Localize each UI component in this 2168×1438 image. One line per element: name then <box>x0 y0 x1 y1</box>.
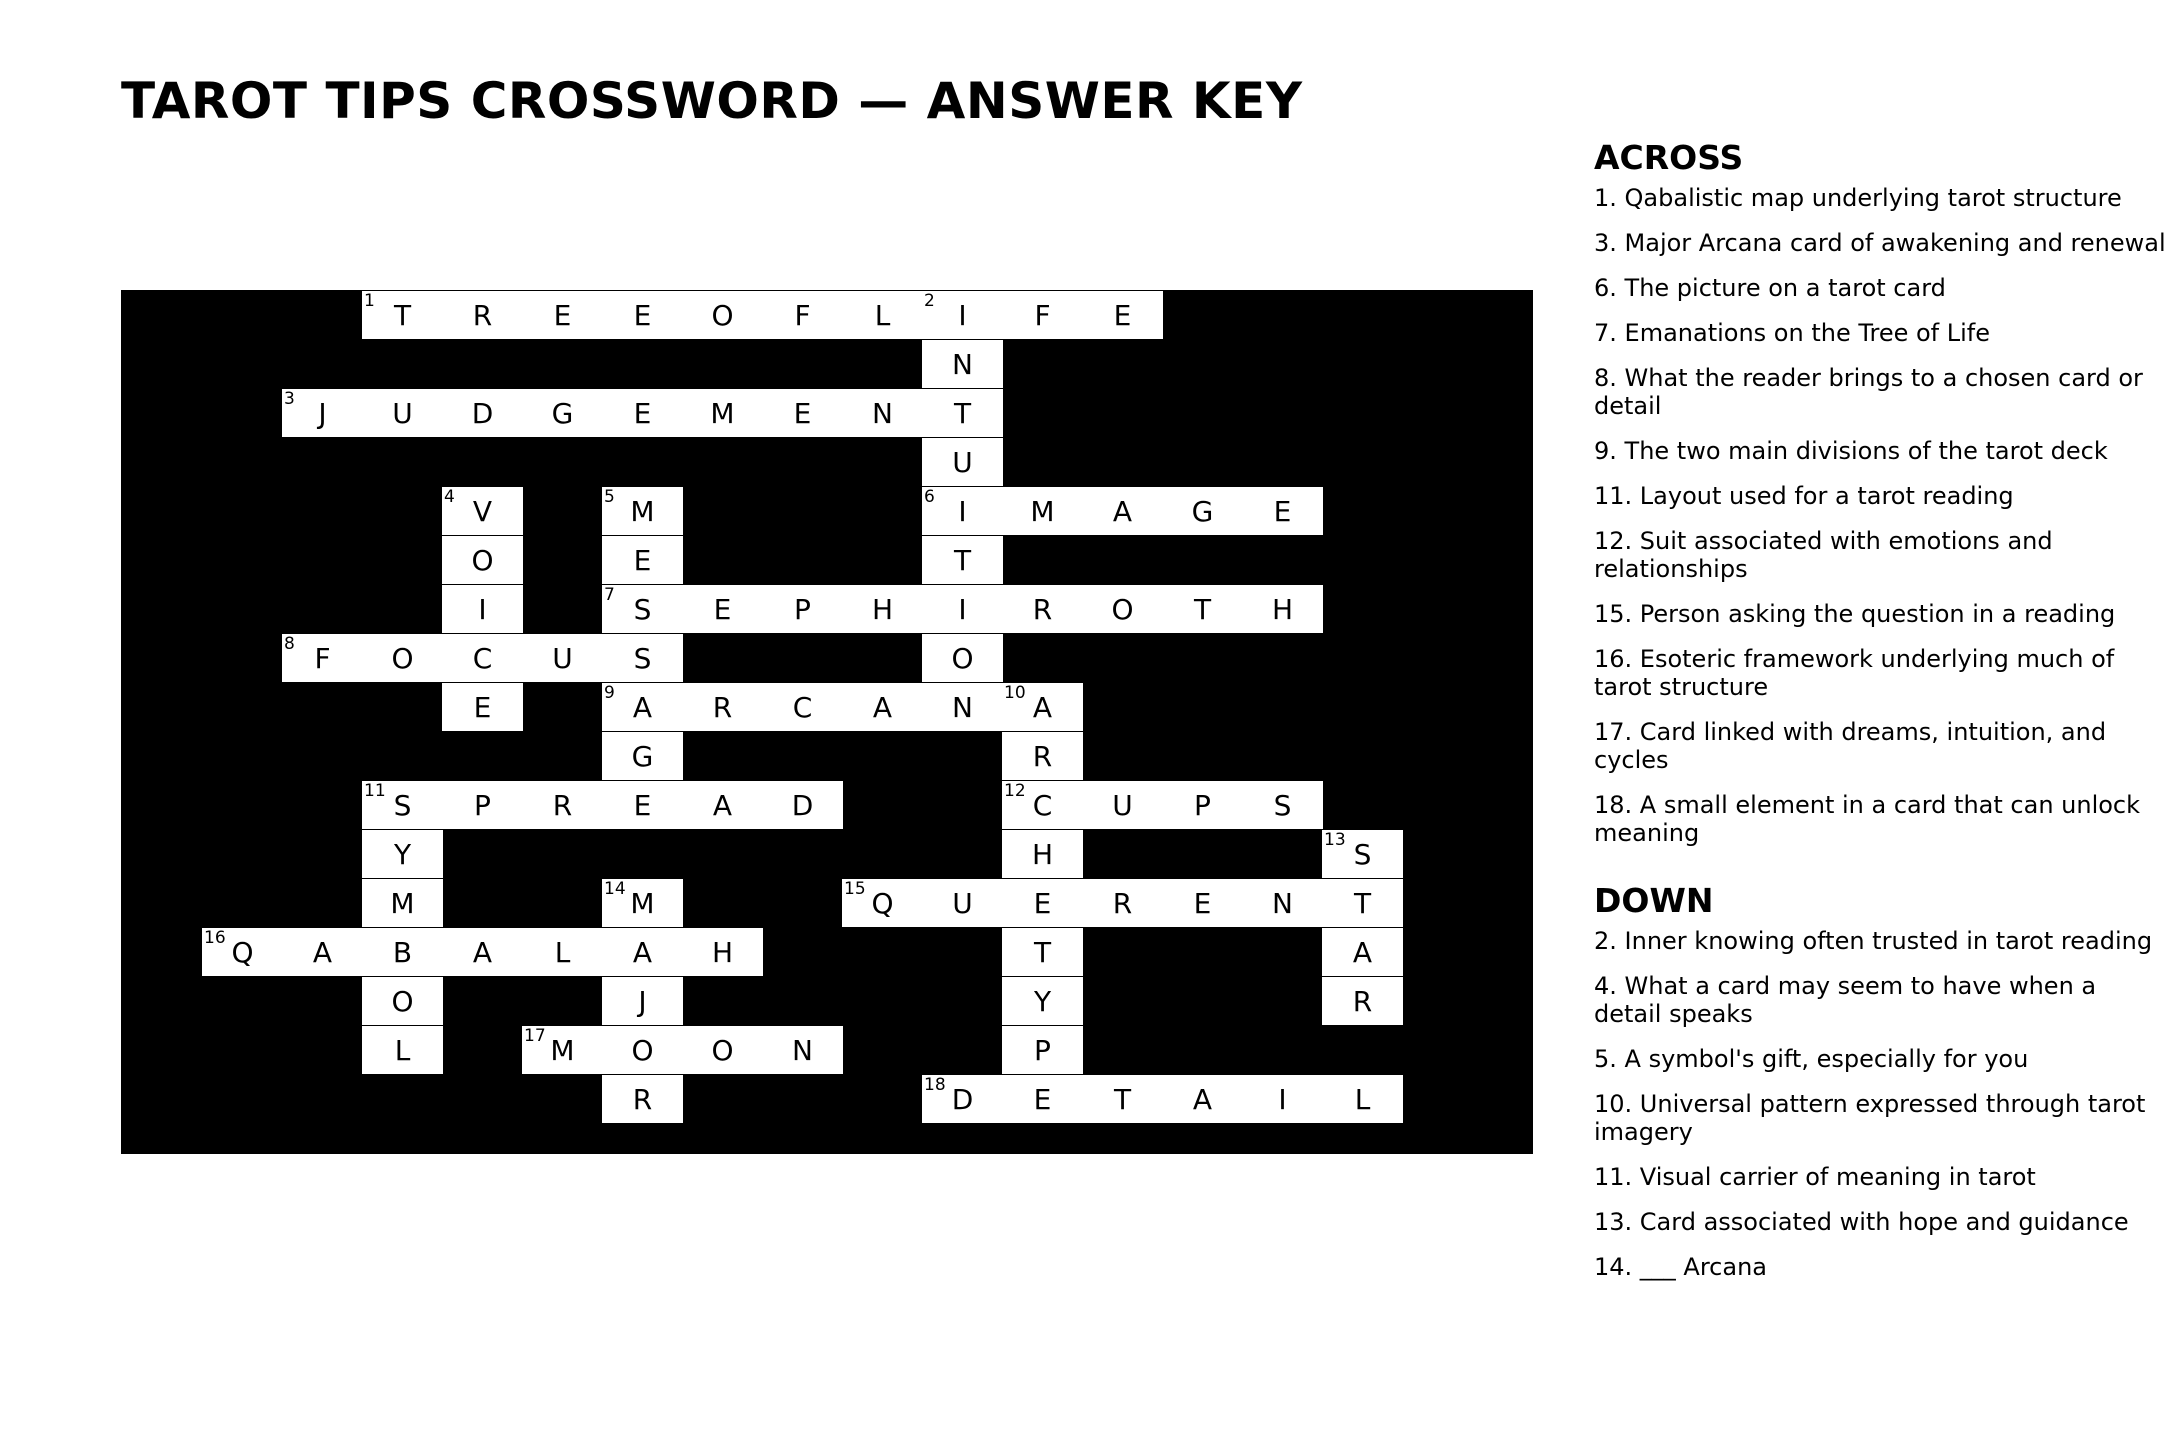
cell-letter: E <box>1273 494 1292 528</box>
cell-letter: E <box>633 788 652 822</box>
cell-letter: G <box>1191 494 1214 528</box>
grid-cell <box>1322 928 1403 976</box>
grid-cell <box>842 291 923 339</box>
grid-cell <box>1002 977 1083 1025</box>
down-clue: 10. Universal pattern expressed through tarot imagery <box>1594 1090 2146 1146</box>
grid-cell <box>1002 683 1083 731</box>
grid-cell <box>682 928 763 976</box>
grid-cell <box>1322 977 1403 1025</box>
down-heading: DOWN <box>1594 881 1714 920</box>
clue-number: 12 <box>1004 781 1026 801</box>
grid-cell <box>762 585 843 633</box>
cell-letter: A <box>1192 1082 1213 1116</box>
grid-cell <box>442 928 523 976</box>
across-clue: 11. Layout used for a tarot reading <box>1594 482 2014 510</box>
grid-cell <box>1002 585 1083 633</box>
grid-cell <box>362 389 443 437</box>
cell-letter: O <box>391 984 414 1018</box>
cell-letter: E <box>553 298 572 332</box>
across-clue: 15. Person asking the question in a reading <box>1594 600 2116 628</box>
cell-letter: O <box>471 543 494 577</box>
clue-number: 13 <box>1324 830 1346 850</box>
cell-letter: E <box>713 592 732 626</box>
cell-letter: M <box>630 494 655 528</box>
grid-cell <box>522 1026 603 1074</box>
grid-cell <box>842 585 923 633</box>
grid-cell <box>362 879 443 927</box>
cell-letter: D <box>791 788 814 822</box>
cell-letter: D <box>471 396 494 430</box>
cell-letter: N <box>872 396 893 430</box>
cell-letter: A <box>1352 935 1373 969</box>
cell-letter: I <box>478 592 487 626</box>
down-clue: 5. A symbol's gift, especially for you <box>1594 1045 2029 1073</box>
grid-cell <box>1002 732 1083 780</box>
grid-cell <box>1242 781 1323 829</box>
grid-cell <box>1322 879 1403 927</box>
cell-letter: N <box>792 1033 813 1067</box>
grid-cell <box>1082 879 1163 927</box>
cell-letter: E <box>1033 886 1052 920</box>
cell-letter: N <box>1272 886 1293 920</box>
cell-letter: R <box>1112 886 1133 920</box>
cell-letter: J <box>638 984 647 1018</box>
grid-cell <box>602 389 683 437</box>
grid-cell <box>682 1026 763 1074</box>
grid-cell <box>362 830 443 878</box>
grid-cell <box>682 781 763 829</box>
across-clue: 1. Qabalistic map underlying tarot structure <box>1594 184 2122 212</box>
grid-cell <box>282 389 363 437</box>
grid-cell <box>842 683 923 731</box>
clue-number: 11 <box>364 781 386 801</box>
grid-cell <box>602 683 683 731</box>
grid-cell <box>1162 879 1243 927</box>
grid-cell <box>362 977 443 1025</box>
clue-number: 3 <box>284 389 295 409</box>
grid-cell <box>1242 879 1323 927</box>
grid-cell <box>922 487 1003 535</box>
grid-cell <box>1082 1075 1163 1123</box>
grid-cell <box>362 781 443 829</box>
cell-letter: U <box>1112 788 1133 822</box>
page-title: TAROT TIPS CROSSWORD — ANSWER KEY <box>121 72 1303 130</box>
cell-letter: R <box>472 298 493 332</box>
across-clue-list <box>1594 184 2168 847</box>
cell-letter: E <box>473 690 492 724</box>
cell-letter: G <box>631 739 654 773</box>
grid-cell <box>922 389 1003 437</box>
cell-letter: E <box>1193 886 1212 920</box>
grid-cell <box>922 634 1003 682</box>
cell-letter: E <box>1033 1082 1052 1116</box>
grid-cell <box>1082 487 1163 535</box>
down-clue: 11. Visual carrier of meaning in tarot <box>1594 1163 2036 1191</box>
grid-cell <box>202 928 283 976</box>
grid-cell <box>922 438 1003 486</box>
clue-number: 16 <box>204 928 226 948</box>
cell-letter: S <box>633 592 652 626</box>
grid-cell <box>602 1026 683 1074</box>
cell-letter: O <box>951 641 974 675</box>
across-clue: 7. Emanations on the Tree of Life <box>1594 319 1990 347</box>
grid-cell <box>1242 1075 1323 1123</box>
clue-number: 6 <box>924 487 935 507</box>
grid-cell <box>522 781 603 829</box>
grid-cell <box>602 487 683 535</box>
cell-letter: L <box>874 298 891 332</box>
cell-letter: O <box>711 1033 734 1067</box>
grid-cell <box>442 585 523 633</box>
down-clue: 4. What a card may seem to have when a detail speaks <box>1594 972 2097 1028</box>
across-clue: 16. Esoteric framework underlying much of tarot structure <box>1594 645 2115 701</box>
cell-letter: P <box>474 788 491 822</box>
crossword-grid <box>121 290 1533 1154</box>
cell-letter: I <box>958 298 967 332</box>
grid-cell <box>1162 585 1243 633</box>
cell-letter: L <box>1354 1082 1371 1116</box>
grid-cell <box>922 1075 1003 1123</box>
clue-number: 9 <box>604 683 615 703</box>
cell-letter: A <box>712 788 733 822</box>
clue-number: 17 <box>524 1026 546 1046</box>
cell-letter: E <box>633 396 652 430</box>
across-clue: 6. The picture on a tarot card <box>1594 274 1946 302</box>
grid-cell <box>1082 781 1163 829</box>
cell-letter: O <box>711 298 734 332</box>
cell-letter: C <box>792 690 813 724</box>
cell-letter: F <box>1034 298 1051 332</box>
cell-letter: A <box>472 935 493 969</box>
grid-cell <box>602 1075 683 1123</box>
down-clue: 14. ___ Arcana <box>1594 1253 1768 1281</box>
cell-letter: H <box>711 935 734 969</box>
grid-cell <box>1082 291 1163 339</box>
grid-cell <box>522 634 603 682</box>
cell-letter: L <box>394 1033 411 1067</box>
grid-cell <box>1162 487 1243 535</box>
cell-letter: P <box>1034 1033 1051 1067</box>
down-clue: 2. Inner knowing often trusted in tarot reading <box>1594 927 2153 955</box>
cell-letter: Y <box>393 837 412 871</box>
grid-cell <box>1322 1075 1403 1123</box>
clue-number: 4 <box>444 487 455 507</box>
cell-letter: A <box>1032 690 1053 724</box>
cell-letter: M <box>390 886 415 920</box>
grid-cell <box>1002 879 1083 927</box>
grid-cell <box>442 634 523 682</box>
grid-cell <box>602 732 683 780</box>
grid-cell <box>602 585 683 633</box>
clue-number: 1 <box>364 291 375 311</box>
cell-letter: E <box>633 298 652 332</box>
grid-cell <box>282 928 363 976</box>
cell-letter: R <box>712 690 733 724</box>
across-clue: 8. What the reader brings to a chosen card or detail <box>1594 364 2143 420</box>
grid-cell <box>602 879 683 927</box>
grid-cell <box>1002 1026 1083 1074</box>
cell-letter: R <box>1352 984 1373 1018</box>
grid-cell <box>602 536 683 584</box>
cell-letter: A <box>1112 494 1133 528</box>
grid-cell <box>1242 487 1323 535</box>
cell-letter: P <box>1194 788 1211 822</box>
cell-letter: T <box>953 396 972 430</box>
cell-letter: G <box>551 396 574 430</box>
cell-letter: M <box>550 1033 575 1067</box>
cell-letter: T <box>1353 886 1372 920</box>
grid-cell <box>842 389 923 437</box>
cell-letter: C <box>1032 788 1053 822</box>
grid-cell <box>522 928 603 976</box>
down-clue-list <box>1594 927 2168 1281</box>
cell-letter: A <box>632 935 653 969</box>
grid-cell <box>442 683 523 731</box>
cell-letter: O <box>631 1033 654 1067</box>
grid-cell <box>1002 487 1083 535</box>
grid-cell <box>762 683 843 731</box>
cell-letter: E <box>1113 298 1132 332</box>
clue-number: 10 <box>1004 683 1026 703</box>
cell-letter: R <box>552 788 573 822</box>
grid-cell <box>922 585 1003 633</box>
grid-cell <box>682 389 763 437</box>
cell-letter: A <box>632 690 653 724</box>
cell-letter: R <box>632 1082 653 1116</box>
grid-cell <box>922 291 1003 339</box>
grid-cell <box>1242 585 1323 633</box>
grid-cell <box>362 1026 443 1074</box>
grid-cell <box>442 291 523 339</box>
grid-cell <box>1002 1075 1083 1123</box>
cell-letter: V <box>472 494 493 528</box>
grid-cell <box>1002 781 1083 829</box>
across-clue: 18. A small element in a card that can unlock meaning <box>1594 791 2141 847</box>
grid-cell <box>602 977 683 1025</box>
cell-letter: H <box>871 592 894 626</box>
cell-letter: J <box>318 396 327 430</box>
cell-letter: S <box>1273 788 1292 822</box>
across-heading: ACROSS <box>1594 138 1744 177</box>
cell-letter: U <box>952 886 973 920</box>
grid-cell <box>1082 585 1163 633</box>
grid-cell <box>682 585 763 633</box>
grid-cell <box>1002 928 1083 976</box>
cell-letter: T <box>1033 935 1052 969</box>
cell-letter: H <box>1031 837 1054 871</box>
clue-number: 18 <box>924 1075 946 1095</box>
grid-cell <box>922 879 1003 927</box>
grid-cell <box>362 634 443 682</box>
cell-letter: T <box>1193 592 1212 626</box>
grid-cell <box>1162 1075 1243 1123</box>
cell-letter: U <box>552 641 573 675</box>
across-clue: 9. The two main divisions of the tarot deck <box>1594 437 2108 465</box>
grid-cell <box>522 389 603 437</box>
cell-letter: C <box>472 641 493 675</box>
cell-letter: Y <box>1033 984 1052 1018</box>
grid-cell <box>762 781 843 829</box>
clue-number: 8 <box>284 634 295 654</box>
grid-cell <box>1002 291 1083 339</box>
clue-number: 14 <box>604 879 626 899</box>
grid-cell <box>442 487 523 535</box>
clue-number: 7 <box>604 585 615 605</box>
cell-letter: Q <box>231 935 254 969</box>
cell-letter: U <box>952 445 973 479</box>
grid-cell <box>1002 830 1083 878</box>
cell-letter: S <box>633 641 652 675</box>
cell-letter: P <box>794 592 811 626</box>
grid-cell <box>602 928 683 976</box>
grid-cell <box>762 389 843 437</box>
grid-cell <box>602 634 683 682</box>
cell-letter: O <box>391 641 414 675</box>
cell-letter: R <box>1032 739 1053 773</box>
cell-letter: F <box>314 641 331 675</box>
grid-cell <box>442 389 523 437</box>
grid-cell <box>362 928 443 976</box>
grid-cell <box>442 536 523 584</box>
cell-letter: N <box>952 347 973 381</box>
cell-letter: M <box>630 886 655 920</box>
clue-number: 15 <box>844 879 866 899</box>
grid-cell <box>842 879 923 927</box>
cell-letter: M <box>1030 494 1055 528</box>
across-clue: 3. Major Arcana card of awakening and renewal <box>1594 229 2166 257</box>
cell-letter: D <box>951 1082 974 1116</box>
clue-number: 2 <box>924 291 935 311</box>
cell-letter: B <box>392 935 413 969</box>
cell-letter: E <box>633 543 652 577</box>
cell-letter: I <box>958 592 967 626</box>
cell-letter: I <box>958 494 967 528</box>
cell-letter: L <box>554 935 571 969</box>
grid-cell <box>922 683 1003 731</box>
grid-cell <box>602 291 683 339</box>
grid-cell <box>602 781 683 829</box>
cell-letter: H <box>1271 592 1294 626</box>
grid-cell <box>682 291 763 339</box>
cell-letter: Q <box>871 886 894 920</box>
grid-cell <box>922 536 1003 584</box>
clue-panel <box>1594 140 2168 1298</box>
grid-cell <box>1162 781 1243 829</box>
grid-cell <box>922 340 1003 388</box>
cell-letter: I <box>1278 1082 1287 1116</box>
grid-cell <box>282 634 363 682</box>
cell-letter: T <box>1113 1082 1132 1116</box>
grid-cell <box>442 781 523 829</box>
grid-cell <box>682 683 763 731</box>
cell-letter: S <box>1353 837 1372 871</box>
cell-letter: T <box>393 298 412 332</box>
cell-letter: O <box>1111 592 1134 626</box>
across-clue: 17. Card linked with dreams, intuition, and cycles <box>1594 718 2107 774</box>
cell-letter: F <box>794 298 811 332</box>
grid-cell <box>762 291 843 339</box>
cell-letter: E <box>793 396 812 430</box>
cell-letter: A <box>872 690 893 724</box>
grid-cell <box>762 1026 843 1074</box>
cell-letter: A <box>312 935 333 969</box>
grid-cell <box>522 291 603 339</box>
cell-letter: M <box>710 396 735 430</box>
cell-letter: S <box>393 788 412 822</box>
cell-letter: R <box>1032 592 1053 626</box>
across-clue: 12. Suit associated with emotions and relationships <box>1594 527 2053 583</box>
cell-letter: T <box>953 543 972 577</box>
clue-number: 5 <box>604 487 615 507</box>
down-clue: 13. Card associated with hope and guidance <box>1594 1208 2129 1236</box>
cell-letter: N <box>952 690 973 724</box>
grid-cell <box>362 291 443 339</box>
cell-letter: U <box>392 396 413 430</box>
grid-cell <box>1322 830 1403 878</box>
